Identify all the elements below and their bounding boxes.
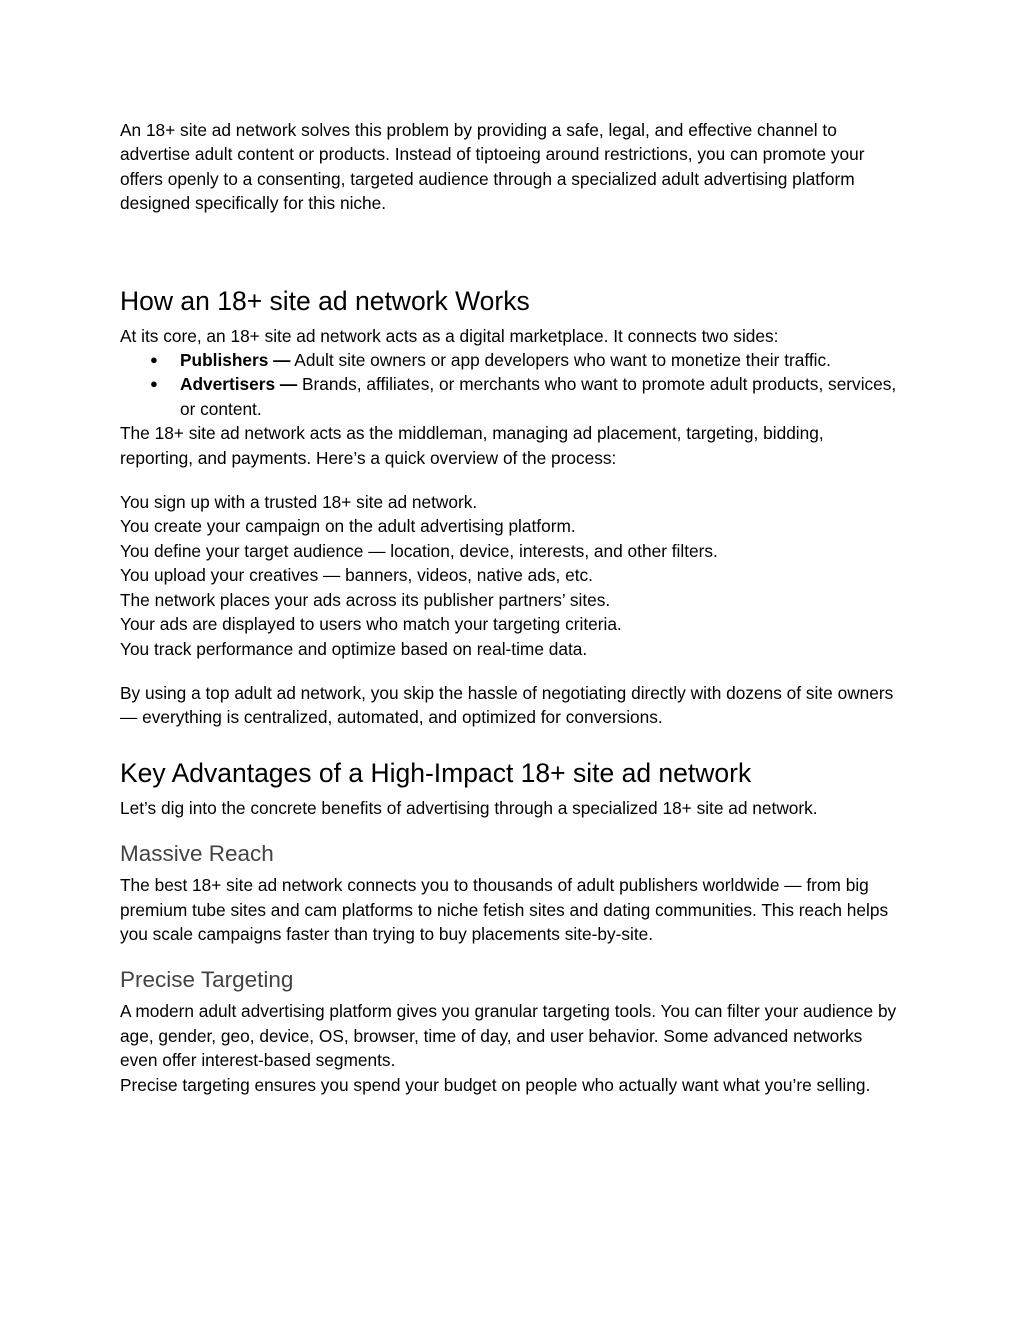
precise-targeting-paragraph-2: Precise targeting ensures you spend your budget on people who actually want what you’re selling.	[120, 1074, 871, 1095]
precise-targeting-paragraph: A modern adult advertising platform gives you granular targeting tools. You can filter your audience by age, gender, geo, device, OS, browser, time of day, and user behavior. Some advanced networks even offer interest-based segments.	[120, 1001, 897, 1071]
process-step: The network places your ads across its publisher partners’ sites.	[120, 589, 611, 610]
document-page	[120, 118, 900, 1097]
advantages-lead: Let’s dig into the concrete benefits of advertising through a specialized 18+ site ad network.	[120, 797, 818, 818]
process-steps	[120, 490, 900, 661]
process-step: You track performance and optimize based on real-time data.	[120, 638, 588, 659]
massive-reach-paragraph: The best 18+ site ad network connects you to thousands of adult publishers worldwide — from big premium tube sites and cam platforms to niche fetish sites and dating communities. This reach helps you scale campaigns faster than trying to buy placements site-by-site.	[120, 875, 889, 944]
process-step: You define your target audience — location, device, interests, and other filters.	[120, 540, 718, 561]
bullet-term: Advertisers —	[180, 374, 298, 395]
bullet-text: Brands, affiliates, or merchants who want to promote adult products, services, or content.	[180, 374, 897, 419]
list-item-advertisers	[120, 372, 900, 421]
process-step: You sign up with a trusted 18+ site ad network.	[120, 492, 478, 513]
bullet-icon: ●	[150, 376, 158, 392]
subheading-precise-targeting: Precise Targeting	[120, 967, 294, 993]
bullet-term: Publishers —	[180, 350, 291, 371]
closing-paragraph: By using a top adult ad network, you skip the hassle of negotiating directly with dozens of site owners — everything is centralized, automated, and optimized for conversions.	[120, 682, 894, 728]
section-heading-advantages: Key Advantages of a High-Impact 18+ site ad network	[120, 757, 752, 788]
process-step: Your ads are displayed to users who match your targeting criteria.	[120, 614, 622, 635]
bullet-text: Adult site owners or app developers who want to monetize their traffic.	[290, 350, 831, 371]
process-step: You create your campaign on the adult advertising platform.	[120, 516, 576, 537]
middleman-paragraph: The 18+ site ad network acts as the middleman, managing ad placement, targeting, bidding, reporting, and payments. Here’s a quick overview of the process:	[120, 423, 824, 468]
list-item-publishers	[120, 348, 900, 372]
how-it-works-lead: At its core, an 18+ site ad network acts as a digital marketplace. It connects two sides:	[120, 325, 779, 346]
subheading-massive-reach: Massive Reach	[120, 841, 274, 867]
intro-paragraph: An 18+ site ad network solves this problem by providing a safe, legal, and effective channel to advertise adult content or products. Instead of tiptoeing around restrictions, you can promote your offers openly to a consenting, targeted audience through a specialized adult advertising platform designed specifically for this niche.	[120, 120, 865, 214]
sides-list	[120, 348, 900, 421]
section-heading-how-it-works: How an 18+ site ad network Works	[120, 285, 530, 316]
process-step: You upload your creatives — banners, videos, native ads, etc.	[120, 565, 593, 586]
bullet-icon: ●	[150, 352, 158, 368]
